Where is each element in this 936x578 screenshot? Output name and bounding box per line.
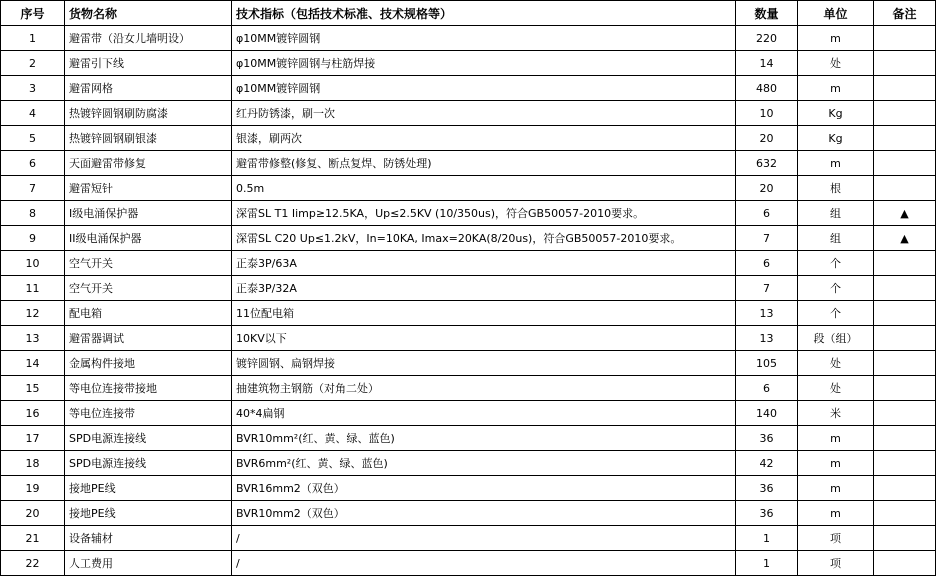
cell-spec: φ10MM镀锌圆钢与柱筋焊接 bbox=[232, 51, 736, 76]
header-remark: 备注 bbox=[874, 1, 936, 26]
table-header-row bbox=[1, 1, 936, 26]
cell-name: 避雷器调试 bbox=[65, 326, 232, 351]
cell-unit: Kg bbox=[798, 126, 874, 151]
table-row bbox=[1, 476, 936, 501]
table-row bbox=[1, 301, 936, 326]
cell-qty: 7 bbox=[736, 226, 798, 251]
cell-spec: 深雷SL C20 Up≤1.2kV，In=10KA, Imax=20KA(8/20us)，符合GB50057-2010要求。 bbox=[232, 226, 736, 251]
table-row bbox=[1, 551, 936, 576]
cell-qty: 13 bbox=[736, 326, 798, 351]
cell-no: 11 bbox=[1, 276, 65, 301]
cell-unit: 处 bbox=[798, 351, 874, 376]
cell-name: 人工费用 bbox=[65, 551, 232, 576]
cell-qty: 14 bbox=[736, 51, 798, 76]
cell-no: 13 bbox=[1, 326, 65, 351]
cell-no: 9 bbox=[1, 226, 65, 251]
header-no: 序号 bbox=[1, 1, 65, 26]
cell-spec: 40*4扁钢 bbox=[232, 401, 736, 426]
cell-no: 6 bbox=[1, 151, 65, 176]
cell-name: 避雷短针 bbox=[65, 176, 232, 201]
cell-remark bbox=[874, 401, 936, 426]
table-body bbox=[1, 26, 936, 576]
table-row bbox=[1, 451, 936, 476]
cell-no: 22 bbox=[1, 551, 65, 576]
cell-qty: 36 bbox=[736, 476, 798, 501]
cell-name: 配电箱 bbox=[65, 301, 232, 326]
cell-no: 14 bbox=[1, 351, 65, 376]
cell-no: 1 bbox=[1, 26, 65, 51]
cell-spec: 红丹防锈漆，刷一次 bbox=[232, 101, 736, 126]
cell-name: 避雷引下线 bbox=[65, 51, 232, 76]
cell-spec: 正泰3P/63A bbox=[232, 251, 736, 276]
cell-qty: 220 bbox=[736, 26, 798, 51]
cell-spec: φ10MM镀锌圆钢 bbox=[232, 76, 736, 101]
cell-remark bbox=[874, 376, 936, 401]
cell-unit: m bbox=[798, 151, 874, 176]
cell-name: SPD电源连接线 bbox=[65, 426, 232, 451]
header-qty: 数量 bbox=[736, 1, 798, 26]
cell-unit: m bbox=[798, 76, 874, 101]
cell-spec: 抽建筑物主钢筋（对角二处） bbox=[232, 376, 736, 401]
cell-qty: 36 bbox=[736, 501, 798, 526]
table-row bbox=[1, 26, 936, 51]
cell-qty: 13 bbox=[736, 301, 798, 326]
table-row bbox=[1, 226, 936, 251]
cell-remark: ▲ bbox=[874, 226, 936, 251]
cell-spec: BVR10mm²(红、黄、绿、蓝色) bbox=[232, 426, 736, 451]
cell-no: 15 bbox=[1, 376, 65, 401]
cell-unit: m bbox=[798, 476, 874, 501]
cell-qty: 36 bbox=[736, 426, 798, 451]
cell-remark bbox=[874, 326, 936, 351]
cell-remark bbox=[874, 151, 936, 176]
cell-unit: m bbox=[798, 451, 874, 476]
cell-no: 19 bbox=[1, 476, 65, 501]
cell-no: 18 bbox=[1, 451, 65, 476]
header-name: 货物名称 bbox=[65, 1, 232, 26]
cell-name: 接地PE线 bbox=[65, 476, 232, 501]
cell-qty: 1 bbox=[736, 526, 798, 551]
table-row bbox=[1, 401, 936, 426]
cell-spec: 10KV以下 bbox=[232, 326, 736, 351]
table-row bbox=[1, 526, 936, 551]
table-row bbox=[1, 126, 936, 151]
cell-name: 热镀锌圆钢刷防腐漆 bbox=[65, 101, 232, 126]
cell-spec: 正泰3P/32A bbox=[232, 276, 736, 301]
cell-spec: / bbox=[232, 551, 736, 576]
cell-name: 空气开关 bbox=[65, 251, 232, 276]
cell-no: 2 bbox=[1, 51, 65, 76]
cell-qty: 105 bbox=[736, 351, 798, 376]
cell-remark bbox=[874, 351, 936, 376]
cell-name: 避雷网格 bbox=[65, 76, 232, 101]
cell-spec: φ10MM镀锌圆钢 bbox=[232, 26, 736, 51]
cell-name: 天面避雷带修复 bbox=[65, 151, 232, 176]
cell-remark bbox=[874, 176, 936, 201]
cell-unit: m bbox=[798, 426, 874, 451]
cell-unit: 根 bbox=[798, 176, 874, 201]
cell-remark: ▲ bbox=[874, 201, 936, 226]
table-row bbox=[1, 76, 936, 101]
cell-remark bbox=[874, 476, 936, 501]
cell-qty: 140 bbox=[736, 401, 798, 426]
cell-name: 避雷带（沿女儿墙明设） bbox=[65, 26, 232, 51]
cell-no: 20 bbox=[1, 501, 65, 526]
cell-name: 设备辅材 bbox=[65, 526, 232, 551]
cell-unit: 个 bbox=[798, 276, 874, 301]
cell-spec: BVR10mm2（双色） bbox=[232, 501, 736, 526]
cell-unit: 处 bbox=[798, 376, 874, 401]
table-row bbox=[1, 176, 936, 201]
cell-qty: 632 bbox=[736, 151, 798, 176]
cell-no: 8 bbox=[1, 201, 65, 226]
table-row bbox=[1, 426, 936, 451]
table-row bbox=[1, 251, 936, 276]
cell-spec: 深雷SL T1 Iimp≥12.5KA，Up≤2.5KV (10/350us)，符合GB50057-2010要求。 bbox=[232, 201, 736, 226]
cell-unit: 组 bbox=[798, 201, 874, 226]
table-row bbox=[1, 351, 936, 376]
header-spec: 技术指标（包括技术标准、技术规格等） bbox=[232, 1, 736, 26]
cell-remark bbox=[874, 51, 936, 76]
cell-remark bbox=[874, 126, 936, 151]
cell-remark bbox=[874, 526, 936, 551]
cell-spec: 11位配电箱 bbox=[232, 301, 736, 326]
cell-no: 12 bbox=[1, 301, 65, 326]
cell-remark bbox=[874, 301, 936, 326]
cell-name: 金属构件接地 bbox=[65, 351, 232, 376]
cell-no: 10 bbox=[1, 251, 65, 276]
cell-remark bbox=[874, 26, 936, 51]
cell-no: 4 bbox=[1, 101, 65, 126]
cell-qty: 6 bbox=[736, 376, 798, 401]
cell-remark bbox=[874, 451, 936, 476]
cell-no: 3 bbox=[1, 76, 65, 101]
cell-qty: 7 bbox=[736, 276, 798, 301]
cell-unit: 米 bbox=[798, 401, 874, 426]
table-row bbox=[1, 376, 936, 401]
cell-no: 5 bbox=[1, 126, 65, 151]
cell-unit: 项 bbox=[798, 551, 874, 576]
cell-remark bbox=[874, 251, 936, 276]
table-row bbox=[1, 501, 936, 526]
cell-no: 16 bbox=[1, 401, 65, 426]
cell-qty: 20 bbox=[736, 126, 798, 151]
cell-remark bbox=[874, 101, 936, 126]
cell-qty: 42 bbox=[736, 451, 798, 476]
cell-remark bbox=[874, 551, 936, 576]
cell-remark bbox=[874, 276, 936, 301]
cell-spec: 镀锌圆钢、扁钢焊接 bbox=[232, 351, 736, 376]
cell-unit: 处 bbox=[798, 51, 874, 76]
cell-unit: 项 bbox=[798, 526, 874, 551]
cell-remark bbox=[874, 76, 936, 101]
cell-unit: 个 bbox=[798, 301, 874, 326]
cell-unit: m bbox=[798, 26, 874, 51]
cell-qty: 6 bbox=[736, 201, 798, 226]
table-row bbox=[1, 151, 936, 176]
cell-no: 7 bbox=[1, 176, 65, 201]
cell-unit: Kg bbox=[798, 101, 874, 126]
cell-qty: 6 bbox=[736, 251, 798, 276]
cell-no: 17 bbox=[1, 426, 65, 451]
cell-remark bbox=[874, 426, 936, 451]
cell-name: 接地PE线 bbox=[65, 501, 232, 526]
cell-unit: 段（组） bbox=[798, 326, 874, 351]
cell-unit: 个 bbox=[798, 251, 874, 276]
table-row bbox=[1, 276, 936, 301]
cell-spec: BVR6mm²(红、黄、绿、蓝色) bbox=[232, 451, 736, 476]
cell-name: II级电涌保护器 bbox=[65, 226, 232, 251]
table-row bbox=[1, 101, 936, 126]
table-row bbox=[1, 201, 936, 226]
table-row bbox=[1, 51, 936, 76]
cell-name: 等电位连接带接地 bbox=[65, 376, 232, 401]
cell-qty: 20 bbox=[736, 176, 798, 201]
cell-spec: BVR16mm2（双色） bbox=[232, 476, 736, 501]
cell-spec: 银漆，刷两次 bbox=[232, 126, 736, 151]
cell-spec: / bbox=[232, 526, 736, 551]
cell-spec: 避雷带修整(修复、断点复焊、防锈处理) bbox=[232, 151, 736, 176]
cell-name: 空气开关 bbox=[65, 276, 232, 301]
cell-name: 热镀锌圆钢刷银漆 bbox=[65, 126, 232, 151]
cell-name: SPD电源连接线 bbox=[65, 451, 232, 476]
cell-qty: 10 bbox=[736, 101, 798, 126]
table-row bbox=[1, 326, 936, 351]
cell-name: I级电涌保护器 bbox=[65, 201, 232, 226]
cell-no: 21 bbox=[1, 526, 65, 551]
cell-unit: m bbox=[798, 501, 874, 526]
cell-remark bbox=[874, 501, 936, 526]
cell-name: 等电位连接带 bbox=[65, 401, 232, 426]
cell-spec: 0.5m bbox=[232, 176, 736, 201]
cell-unit: 组 bbox=[798, 226, 874, 251]
header-unit: 单位 bbox=[798, 1, 874, 26]
cell-qty: 1 bbox=[736, 551, 798, 576]
cell-qty: 480 bbox=[736, 76, 798, 101]
